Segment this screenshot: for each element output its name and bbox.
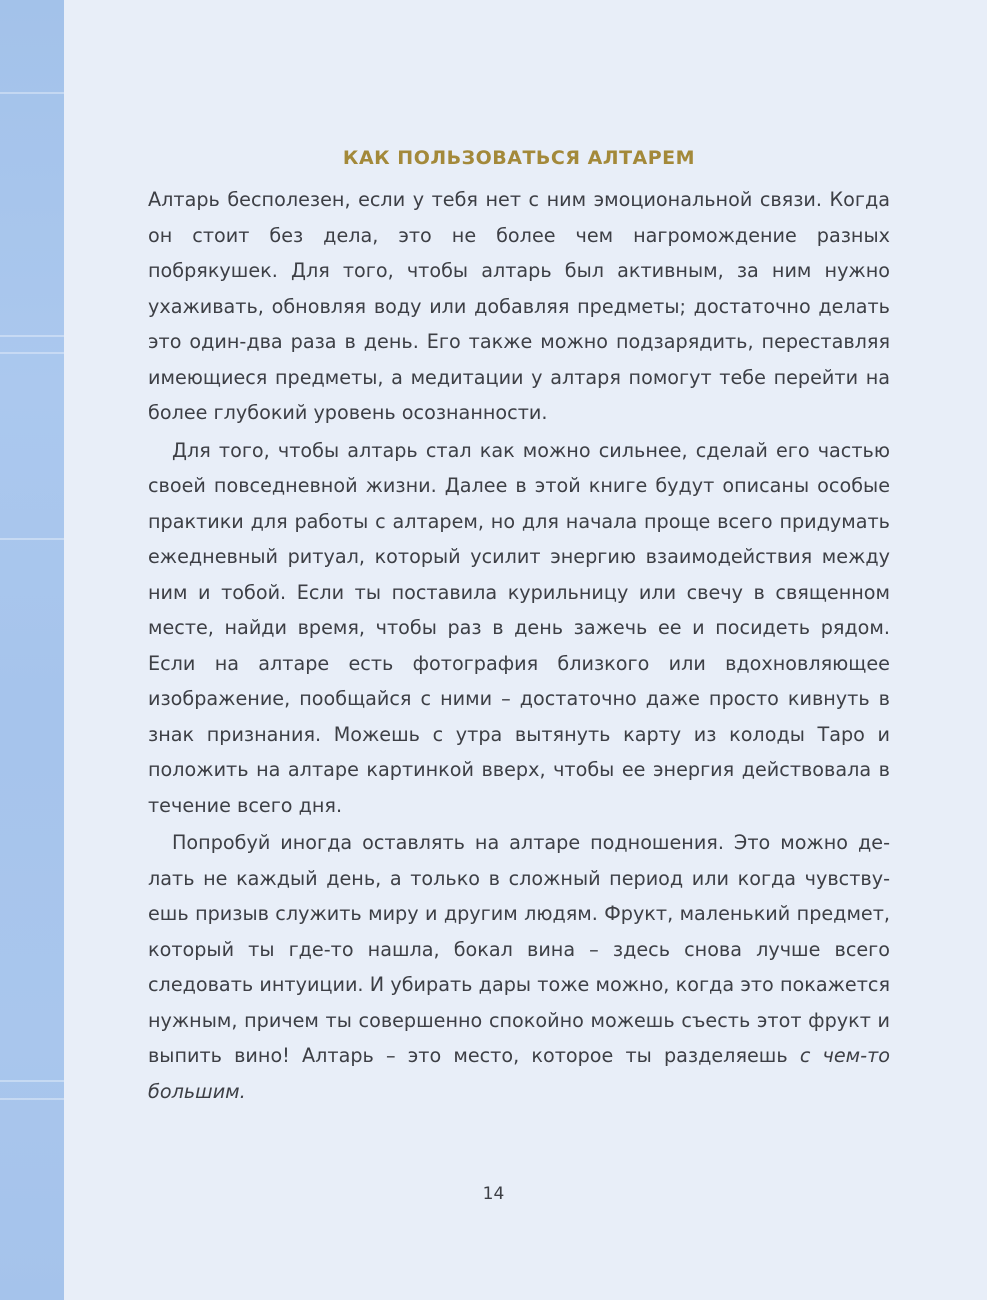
paragraph-2: Для того, чтобы алтарь стал как можно сильнее, сделай его частью своей повседневной жизни. Далее в этой книге будут описаны особые практики для работы с алтарем, но для начала проще всего придумать ежедневный ритуал, который усилит энергию взаимодействия между ним и тобой. Если ты поставила курильницу или свечу в священном месте, найди время, чтобы раз в день зажечь ее и посидеть рядом. Если на алтаре есть фотография близкого или вдохновляющее изображение, пообщайся с ними – достаточно даже просто кивнуть в знак признания. Можешь с утра вытянуть карту из колоды Таро и положить на алтаре картинкой вверх, чтобы ее энергия действовала в течение всего дня. <box>148 438 890 817</box>
brush-stroke <box>0 92 64 94</box>
brush-stroke <box>0 335 64 337</box>
section-heading: КАК ПОЛЬЗОВАТЬСЯ АЛТАРЕМ <box>342 147 696 169</box>
paragraph-3 <box>148 825 890 1109</box>
page-content <box>148 140 890 1111</box>
page-number: 14 <box>482 1184 505 1204</box>
brush-stroke <box>0 1080 64 1082</box>
brush-stroke <box>0 352 64 354</box>
paragraph-3-main: Попробуй иногда оставлять на алтаре подношения. Это можно делать не каждый день, а только в сложный период или когда чувствуешь призыв служить миру и другим людям. Фрукт, маленький предмет, который ты где-то нашла, бокал вина – здесь снова лучше всего следовать интуиции. И убирать дары тоже можно, когда это покажется нужным, причем ты совершенно спокойно можешь съесть этот фрукт и выпить вино! Алтарь – это место, которое ты разделяешь <box>148 831 890 1067</box>
paragraph-1: Алтарь бесполезен, если у тебя нет с ним эмоциональной связи. Когда он стоит без дела, это не более чем нагромождение разных побрякушек. Для того, чтобы алтарь был активным, за ним нужно ухаживать, обновляя воду или добавляя предметы; достаточно делать это один-два раза в день. Его также можно подзарядить, переставляя имеющиеся предметы, а медитации у алтаря помогут тебе перейти на более глубокий уровень осознанности. <box>148 188 890 424</box>
paragraph-3-italic: с чем-то большим. <box>148 1044 890 1103</box>
brush-stroke <box>0 538 64 540</box>
decorative-side-strip <box>0 0 64 1300</box>
brush-stroke <box>0 1098 64 1100</box>
